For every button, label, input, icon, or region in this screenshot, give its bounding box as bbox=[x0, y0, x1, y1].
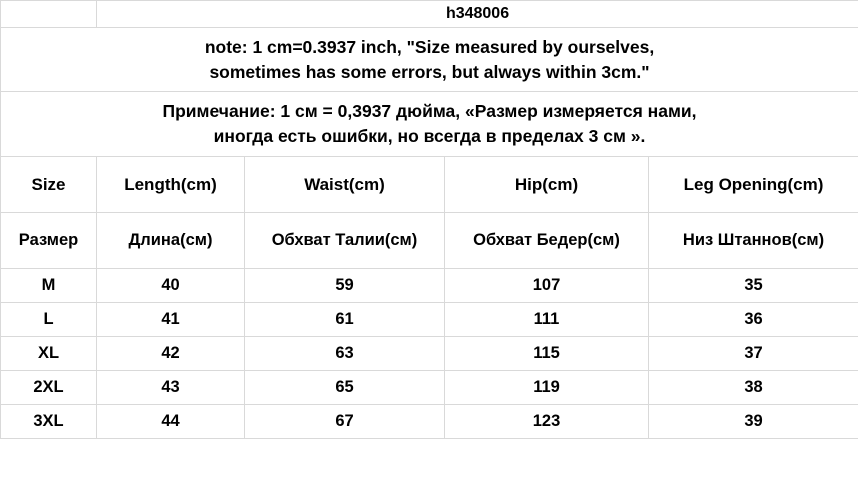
note-english bbox=[1, 28, 858, 92]
header-length: Length(cm) bbox=[97, 157, 245, 213]
product-code: h348006 bbox=[97, 1, 858, 28]
cell-size: XL bbox=[1, 337, 97, 371]
cell-leg-opening: 36 bbox=[649, 303, 858, 337]
cell-leg-opening: 35 bbox=[649, 269, 858, 303]
table-row bbox=[1, 371, 858, 405]
table-row bbox=[1, 405, 858, 439]
note-english-row bbox=[1, 28, 858, 92]
empty-cell bbox=[1, 1, 97, 28]
note-english-line-1: note: 1 cm=0.3937 inch, "Size measured by ourselves, bbox=[204, 36, 655, 57]
cell-hip: 107 bbox=[445, 269, 649, 303]
cell-size: M bbox=[1, 269, 97, 303]
cell-length: 41 bbox=[97, 303, 245, 337]
cell-size: L bbox=[1, 303, 97, 337]
cell-leg-opening: 38 bbox=[649, 371, 858, 405]
cell-length: 40 bbox=[97, 269, 245, 303]
cell-length: 42 bbox=[97, 337, 245, 371]
cell-waist: 65 bbox=[245, 371, 445, 405]
header-leg-opening-ru: Низ Штаннов(см) bbox=[649, 213, 858, 269]
header-leg-opening: Leg Opening(cm) bbox=[649, 157, 858, 213]
cell-leg-opening: 39 bbox=[649, 405, 858, 439]
cell-hip: 111 bbox=[445, 303, 649, 337]
header-hip: Hip(cm) bbox=[445, 157, 649, 213]
header-hip-ru: Обхват Бедер(см) bbox=[445, 213, 649, 269]
header-waist-ru: Обхват Талии(см) bbox=[245, 213, 445, 269]
table-row bbox=[1, 337, 858, 371]
cell-length: 44 bbox=[97, 405, 245, 439]
cell-waist: 59 bbox=[245, 269, 445, 303]
cell-leg-opening: 37 bbox=[649, 337, 858, 371]
header-size: Size bbox=[1, 157, 97, 213]
cell-hip: 123 bbox=[445, 405, 649, 439]
header-size-ru: Размер bbox=[1, 213, 97, 269]
cell-length: 43 bbox=[97, 371, 245, 405]
table-row bbox=[1, 269, 858, 303]
cell-hip: 115 bbox=[445, 337, 649, 371]
cell-waist: 61 bbox=[245, 303, 445, 337]
cell-size: 2XL bbox=[1, 371, 97, 405]
cell-size: 3XL bbox=[1, 405, 97, 439]
product-code-row bbox=[1, 1, 858, 28]
note-english-line-2: sometimes has some errors, but always within 3cm." bbox=[209, 61, 650, 82]
table-row bbox=[1, 303, 858, 337]
header-waist: Waist(cm) bbox=[245, 157, 445, 213]
cell-waist: 67 bbox=[245, 405, 445, 439]
cell-hip: 119 bbox=[445, 371, 649, 405]
table-header-english bbox=[1, 157, 858, 213]
cell-waist: 63 bbox=[245, 337, 445, 371]
note-russian-line-1: Примечание: 1 см = 0,3937 дюйма, «Размер измеряется нами, bbox=[162, 101, 697, 121]
note-russian-line-2: иногда есть ошибки, но всегда в пределах 3 см ». bbox=[213, 126, 646, 146]
table-header-russian bbox=[1, 213, 858, 269]
note-russian bbox=[1, 92, 858, 157]
header-length-ru: Длина(см) bbox=[97, 213, 245, 269]
note-russian-row bbox=[1, 92, 858, 157]
